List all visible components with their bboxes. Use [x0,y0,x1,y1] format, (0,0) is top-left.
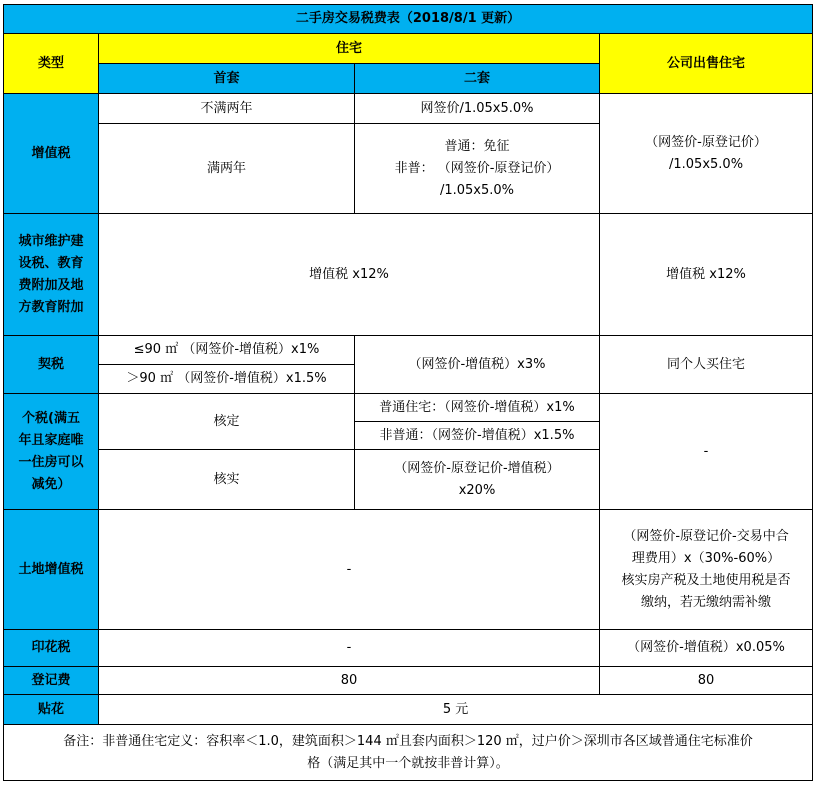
urban-tax-personal: 增值税 x12% [99,214,600,336]
sticker-value: 5 元 [99,695,813,725]
stamp-tax-label: 印花税 [4,630,99,667]
vat-company-line-2: /1.05x5.0% [669,156,744,172]
registration-fee-label: 登记费 [4,667,99,695]
urban-label-line-1: 城市维护建 [18,233,84,249]
vat-under-two-years: 不满两年 [99,94,355,124]
note-cell [4,725,813,781]
income-label-line-3: 一住房可以 [18,454,84,470]
vat-non-ordinary-line-2: /1.05x5.0% [439,182,515,198]
deed-first-large: ＞90 ㎡ （网签价-增值税）x1.5% [99,365,355,394]
deed-row-1 [4,336,813,365]
stamp-tax-row [4,630,813,667]
sticker-row [4,695,813,725]
sticker-label: 贴花 [4,695,99,725]
land-tax-row [4,510,813,630]
urban-label-line-3: 费附加及地 [18,277,84,293]
income-tax-label [4,394,99,510]
note-line-2: 格（满足其中一个就按非普计算）。 [307,755,509,771]
urban-tax-row [4,214,813,336]
income-assessed: 核定 [99,394,355,450]
vat-non-ordinary-line-1: 非普： （网签价-原登记价） [394,160,560,176]
income-company: - [600,394,813,510]
income-verified-rate [355,450,600,510]
registration-fee-personal: 80 [99,667,600,695]
income-label-line-2: 年且家庭唯 [18,432,84,448]
note-line-1: 备注：非普通住宅定义：容积率＜1.0，建筑面积＞144 ㎡且套内面积＞120 ㎡，过户价＞深圳市各区域普通住宅标准价 [63,733,753,749]
vat-company [600,94,813,214]
urban-label-line-2: 设税、教育 [18,255,84,271]
deed-company: 同个人买住宅 [600,336,813,394]
header-residential: 住宅 [99,34,600,64]
vat-over-two-years: 满两年 [99,124,355,214]
vat-company-line-1: （网签价-原登记价） [645,134,767,150]
note-row [4,725,813,781]
stamp-tax-company: （网签价-增值税）x0.05% [600,630,813,667]
header-row-1 [4,34,813,64]
stamp-tax-personal: - [99,630,600,667]
income-verified: 核实 [99,450,355,510]
urban-tax-company: 增值税 x12% [600,214,813,336]
income-label-line-4: 减免） [31,476,71,492]
registration-fee-company: 80 [600,667,813,695]
land-company-line-2: 理费用）x（30%-60%） [631,550,781,566]
tax-table-container [3,4,813,781]
tax-fee-table [3,4,813,781]
land-company-line-3: 核实房产税及土地使用税是否 [621,572,791,588]
vat-over-two-years-rate [355,124,600,214]
vat-under-two-years-rate: 网签价/1.05x5.0% [355,94,600,124]
land-company-line-1: （网签价-原登记价-交易中合 [623,528,789,544]
urban-tax-label [4,214,99,336]
header-company: 公司出售住宅 [600,34,813,94]
income-assessed-ordinary: 普通住宅：（网签价-增值税）x1% [355,394,600,422]
vat-label: 增值税 [4,94,99,214]
income-verified-line-2: x20% [458,482,496,498]
table-title: 二手房交易税费表（2018/8/1 更新） [4,5,813,34]
land-tax-label: 土地增值税 [4,510,99,630]
deed-first-small: ≤90 ㎡ （网签价-增值税）x1% [99,336,355,365]
header-second-home: 二套 [355,64,600,94]
vat-ordinary: 普通：免征 [444,138,510,154]
income-row-1 [4,394,813,422]
land-tax-personal: - [99,510,600,630]
header-type: 类型 [4,34,99,94]
deed-tax-label: 契税 [4,336,99,394]
title-row [4,5,813,34]
land-tax-company [600,510,813,630]
income-label-line-1: 个税(满五 [22,410,80,426]
land-company-line-4: 缴纳，若无缴纳需补缴 [641,594,772,610]
income-verified-line-1: （网签价-原登记价-增值税） [394,460,560,476]
vat-row-1 [4,94,813,124]
header-first-home: 首套 [99,64,355,94]
registration-fee-row [4,667,813,695]
urban-label-line-4: 方教育附加 [18,299,84,315]
income-assessed-non-ordinary: 非普通：（网签价-增值税）x1.5% [355,422,600,450]
deed-second-home: （网签价-增值税）x3% [355,336,600,394]
